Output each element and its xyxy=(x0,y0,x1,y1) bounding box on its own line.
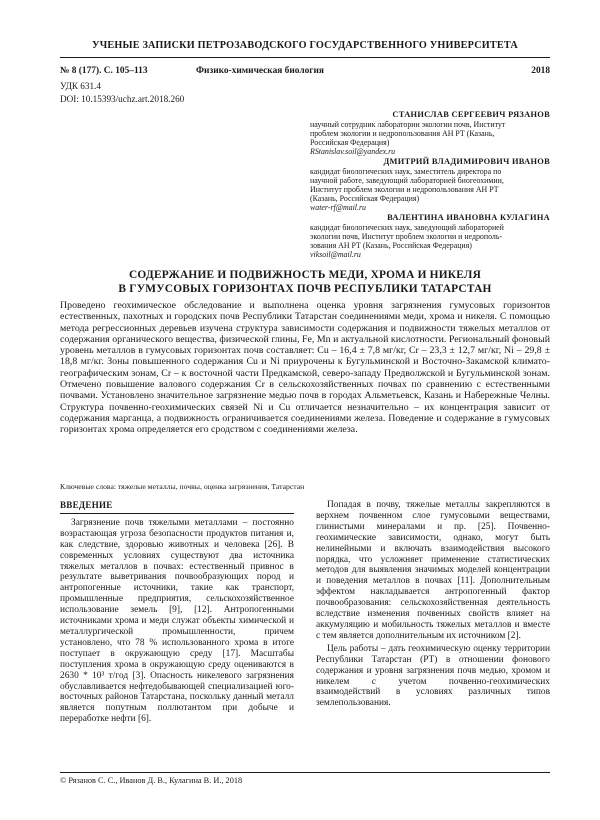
body-paragraph: Попадая в почву, тяжелые металлы закрепляются в верхнем почвенном слое гумусовыми веществами, глинистыми минералами и пр. [25]. Почвенно-геохимические зависимости, однако, могут быть нелинейными и включать взаимодействия высокого порядка, что усложняет применение статистических методов для выявления значимых моделей концентрации и поведения металлов в почвах [11]. Дополнительным эффектом накладывается антропогенный фактор почвообразования: сельскохозяйственная деятельность вследствие изменения почвенных свойств влияет на аккумуляцию и мобильность тяжелых металлов и вместе с тем является дополнительным их источником [2]. xyxy=(316,500,550,641)
affiliation-line: кандидат биологических наук, заведующий лабораторией xyxy=(310,223,504,232)
copyright-footer: © Рязанов С. С., Иванов Д. В., Кулагина В. И., 2018 xyxy=(60,772,550,785)
affiliation-line: Институт проблем экологии и недропользования АН РТ xyxy=(310,185,499,194)
affiliation-line: проблем экологии и недропользования АН РТ (Казань, xyxy=(310,129,495,138)
section-name: Физико-химическая биология xyxy=(196,66,325,76)
title-line: СОДЕРЖАНИЕ И ПОДВИЖНОСТЬ МЕДИ, ХРОМА И НИКЕЛЯ xyxy=(128,269,482,281)
author-email[interactable]: water-rf@mail.ru xyxy=(310,203,366,212)
author-block xyxy=(310,157,550,212)
affiliation-line: (Казань, Российская Федерация) xyxy=(310,194,420,203)
affiliation-line: Российская Федерация) xyxy=(310,138,390,147)
body-column-right xyxy=(316,500,550,711)
affiliation-line: экологии почв, Институт проблем экологии и недрополь- xyxy=(310,232,503,241)
author-affiliation xyxy=(310,223,550,259)
issue-year: 2018 xyxy=(531,66,550,76)
author-name: СТАНИСЛАВ СЕРГЕЕВИЧ РЯЗАНОВ xyxy=(392,110,550,119)
title-line: В ГУМУСОВЫХ ГОРИЗОНТАХ ПОЧВ РЕСПУБЛИКИ ТАТАРСТАН xyxy=(118,283,492,295)
affiliation-line: научной работе, заведующий лабораторией биогеохимии, xyxy=(310,176,504,185)
author-email[interactable]: viksoil@mail.ru xyxy=(310,250,361,259)
author-name: ДМИТРИЙ ВЛАДИМИРОВИЧ ИВАНОВ xyxy=(383,157,550,166)
udk: УДК 631.4 xyxy=(60,81,101,91)
affiliation-line: научный сотрудник лаборатории экологии почв, Институт xyxy=(310,120,506,129)
author-affiliation xyxy=(310,167,550,212)
affiliation-line: кандидат биологических наук, заместитель директора по xyxy=(310,167,502,176)
abstract: Проведено геохимическое обследование и выполнена оценка уровня загрязнения гумусовых горизонтов естественных, пахотных и городских почв Республики Татарстан соединениями меди, хрома и никеля. С помощью метода регрессионных деревьев изучена структура зависимости содержания и подвижности тяжелых металлов от содержания органического вещества, физической глины, Fe, Mn и актуальной кислотности. Региональный фоновый уровень металлов в гумусовых горизонтах почв составляет: Cu – 16,4 ± 7,8 мг/кг, Cr – 23,3 ± 12,7 мг/кг, Ni – 29,8 ± 18,8 мг/кг. Зоны повышенного содержания Cu и Ni приурочены к Бугульминской и Восточно-Закамской климато-географическим зонам, Cr – к восточной части Предкамской, северо-западу Предволжской и Бугульминской зонам. Отмечено повышение валового содержания Cr в сельскохозяйственных почвах по сравнению с естественными почвами. Установлено значительное загрязнение медью почв в городах Альметьевск, Казань и Набережные Челны. Структура почвенно-геохимических связей Ni и Cu отличается незначительно – их концентрация зависит от содержания марганца, а подвижность ограничивается соединениями железа. Поведение и содержание в гумусовых горизонтах хрома определяется его сродством с соединениями железа. xyxy=(60,300,550,436)
affiliation-line: зования АН РТ (Казань, Российская Федерация) xyxy=(310,241,472,250)
body-column-left xyxy=(60,500,294,727)
author-name: ВАЛЕНТИНА ИВАНОВНА КУЛАГИНА xyxy=(387,213,550,222)
body-paragraph: Загрязнение почв тяжелыми металлами – постоянно возрастающая угроза безопасности продуктов питания и, как следствие, здоровью животных и человека [26]. В современных условиях существуют два источника тяжелых металлов в почвах: естественный привнос в результате выветривания почвообразующих пород и антропогенные источники, такие как транспорт, промышленные предприятия, сельскохозяйственное использование земель [9], [12]. Антропогенными источниками хрома и меди служат объекты химической и металлургической промышленности, причем установлено, что 78 % использованного хрома в итоге поступает в окружающую среду [17]. Масштабы поступления хрома в окружающую среду оцениваются в 2630 * 10³ т/год [3]. Опасность никелевого загрязнения обуславливается нефтедобывающей специализацией юго-восточных районов Татарстана, поскольку данный металл является попутным поллютантом при добыче и переработке нефти [6]. xyxy=(60,517,294,725)
doi: DOI: 10.15393/uchz.art.2018.260 xyxy=(60,94,185,104)
author-block xyxy=(310,110,550,156)
journal-header: УЧЕНЫЕ ЗАПИСКИ ПЕТРОЗАВОДСКОГО ГОСУДАРСТВЕННОГО УНИВЕРСИТЕТА xyxy=(60,40,550,58)
issue-row xyxy=(60,66,550,80)
author-email[interactable]: RStanislav.soil@yandex.ru xyxy=(310,147,396,156)
section-heading: ВВЕДЕНИЕ xyxy=(60,500,294,514)
issue-number: № 8 (177). С. 105–113 xyxy=(60,66,148,76)
keywords: Ключевые слова: тяжелые металлы, почвы, оценка загрязнения, Татарстан xyxy=(60,482,305,491)
body-paragraph: Цель работы – дать геохимическую оценку территории Республики Татарстан (РТ) в отношении фонового содержания и уровня загрязнения почв медью, хромом и никелем с учетом почвенно-геохимических взаимодействий в условиях различных типов землепользования. xyxy=(316,643,550,709)
article-title xyxy=(60,268,550,296)
author-block xyxy=(310,213,550,259)
author-affiliation xyxy=(310,120,550,156)
